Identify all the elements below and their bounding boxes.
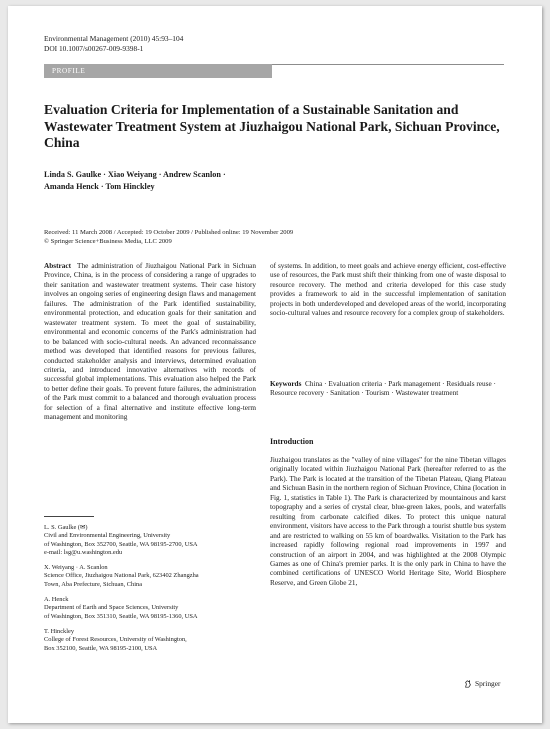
publication-dates xyxy=(44,228,504,246)
abstract-text-left: The administration of Jiuzhaigou National Park in Sichuan Province, China, is in the process of considering a range of upgrades to their sanitation and wastewater treatment systems. Their case history involves an ongoing series of engineering design flaws and management failures. The administration of the Park identified sustainability, environmental protection, and education goals for their sanitation and wastewater treatment system. To meet the goal of sustainability, environmental and economic concerns of the Park's administration had to be balanced with socio-cultural needs. An advanced reconnaissance method was developed that identified reasons for previous failures, conducted stakeholder analysis and interviews, determined evaluation criteria, and introduced innovative alternatives with records of successful global implementations. This evaluation also helped the Park to better define their goals. To prevent future failures, the administration of the Park must commit to a balanced and thorough evaluation process for selection of a final alternative and institute effective long-term management and monitoring xyxy=(44,262,257,422)
doi-line: DOI 10.1007/s00267-009-9398-1 xyxy=(44,44,144,53)
copyright-line: © Springer Science+Business Media, LLC 2009 xyxy=(44,238,172,245)
journal-line: Environmental Management (2010) 45:93–104 xyxy=(44,34,184,43)
affiliation-line: Civil and Environmental Engineering, University xyxy=(44,532,171,540)
affiliation-hinckley xyxy=(44,628,256,653)
article-title: Evaluation Criteria for Implementation of a Sustainable Sanitation and Wastewater Treatment System at Jiuzhaigou National Park, Sichuan Province, China xyxy=(44,102,500,150)
affiliation-gaulke xyxy=(44,524,256,558)
paper-page xyxy=(8,6,542,723)
affiliation-email[interactable]: e-mail: lsg@u.washington.edu xyxy=(44,549,123,557)
introduction-text: Jiuzhaigou translates as the "valley of nine villages" for the nine Tibetan villages originally located within Jiuzhaigou National Park (hereafter referred to as the Park). The Park is located at the transition of the Tibetan Plateau, Qiang Plateau and Sichuan Basin in the northern region of Sichuan Province, China (location in Fig. 1, statistics in Table 1). The Park is characterized by mountainous and karst topography and a series of crystal clear, blue-green lakes, pools, and waterfalls resulting from carbonate calcified dikes. To protect this unique natural environment, visitors have access to the Park through a tourist shuttle bus system and are restricted to walking on 55 km of boardwalks. Visitation to the Park has increased rapidly following regional road improvements in 1997 and construction of an airport in 2004, and was highlighted at the 2008 Olympic Games as one of China's premier parks. It is the only park in China to have the combined certifications of UNESCO World Heritage Site, World Biosphere Reserve, and Green Globe 21, xyxy=(270,456,506,587)
keywords-block xyxy=(270,380,506,399)
affiliation-line: L. S. Gaulke (✉) xyxy=(44,524,88,531)
affiliation-henck xyxy=(44,596,256,621)
affiliation-weiyang-scanlon xyxy=(44,564,256,589)
introduction-heading: Introduction xyxy=(270,437,314,446)
received-line: Received: 11 March 2008 / Accepted: 19 October 2009 / Published online: 19 November 2009 xyxy=(44,229,294,236)
affiliation-line: College of Forest Resources, University of Washington, xyxy=(44,636,187,644)
affiliation-line: Science Office, Jiuzhaigou National Park, 623402 Zhangzha xyxy=(44,572,199,580)
abstract-text-right: of systems. In addition, to meet goals and achieve energy efficient, cost-effective use of resources, the Park must shift their thinking from one of waste disposal to resource recovery. The method and criteria developed for this case study provides a framework to aid in the successful implementation of sanitation projects in both underdeveloped and developed areas of the world, incorporating socio-cultural values and resource recovery for a complex group of stakeholders. xyxy=(270,262,506,318)
affiliation-line: A. Henck xyxy=(44,596,69,603)
publisher-mark xyxy=(464,679,500,688)
abstract-right-column xyxy=(270,262,506,319)
journal-citation xyxy=(44,34,183,54)
springer-horse-icon xyxy=(464,680,472,688)
affiliation-line: Box 352100, Seattle, WA 98195-2100, USA xyxy=(44,644,158,652)
affiliation-rule xyxy=(44,516,94,517)
section-label: PROFILE xyxy=(44,64,272,78)
keywords-text: China · Evaluation criteria · Park management · Residuals reuse · Resource recovery · Sanitation · Tourism · Wastewater treatment xyxy=(270,380,496,398)
header-rule xyxy=(272,64,504,65)
author-list xyxy=(44,169,374,192)
affiliation-line: Department of Earth and Space Sciences, University xyxy=(44,604,179,612)
affiliation-line: X. Weiyang · A. Scanlon xyxy=(44,564,108,571)
authors-line-1: Linda S. Gaulke · Xiao Weiyang · Andrew Scanlon · xyxy=(44,170,226,179)
affiliation-line: of Washington, Box 352700, Seattle, WA 98195-2700, USA xyxy=(44,540,198,548)
abstract-label: Abstract xyxy=(44,262,71,270)
affiliation-line: of Washington, Box 351310, Seattle, WA 98195-1360, USA xyxy=(44,612,198,620)
authors-line-2: Amanda Henck · Tom Hinckley xyxy=(44,181,155,191)
affiliation-line: Town, Aba Prefecture, Sichuan, China xyxy=(44,580,143,588)
affiliation-line: T. Hinckley xyxy=(44,628,75,635)
publisher-name: Springer xyxy=(475,679,501,688)
keywords-label: Keywords xyxy=(270,380,302,388)
introduction-body xyxy=(270,456,506,588)
abstract-left-column xyxy=(44,262,256,423)
